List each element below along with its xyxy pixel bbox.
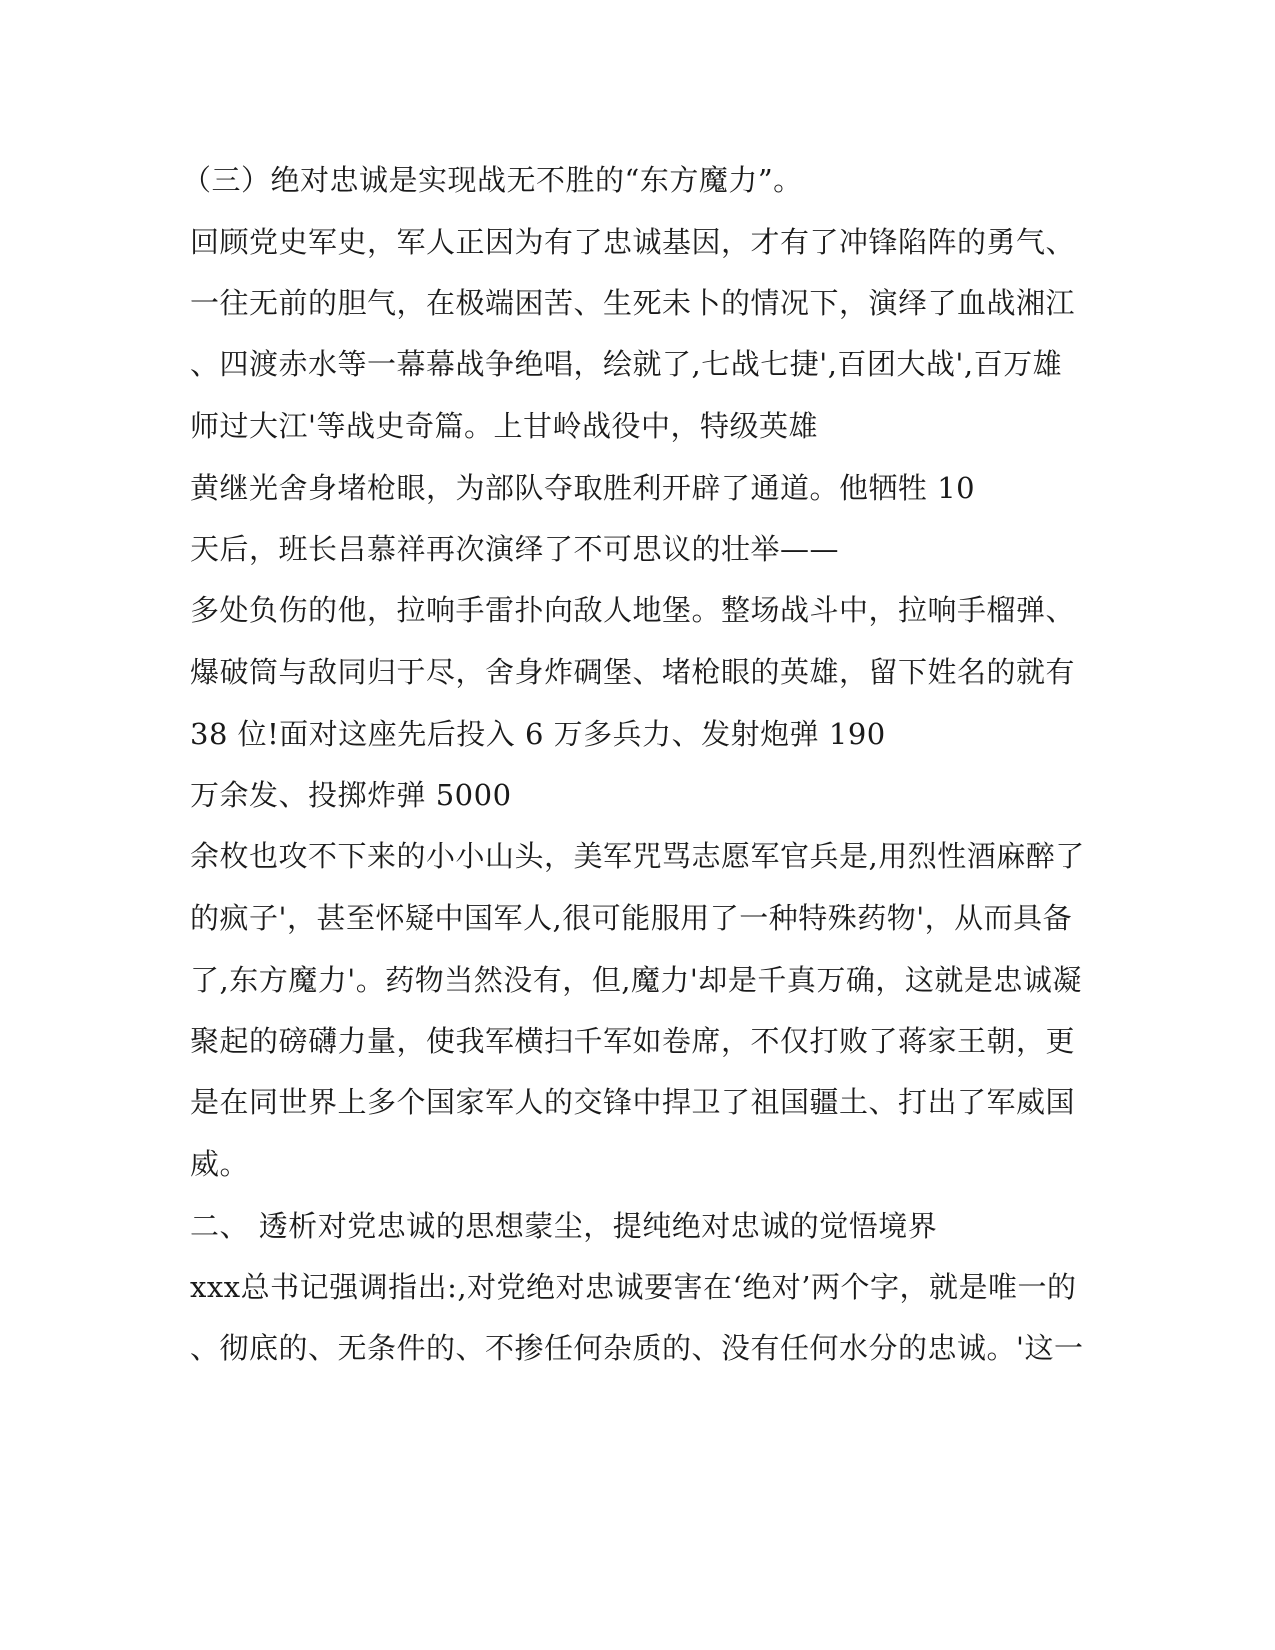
paragraph-line: 师过大江'等战史奇篇。上甘岭战役中，特级英雄 [190, 409, 818, 443]
paragraph-line: 威。 [190, 1147, 250, 1181]
paragraph-line: 聚起的磅礴力量，使我军横扫千军如卷席，不仅打败了蒋家王朝，更 [190, 1024, 1076, 1058]
section-heading-3: （三）绝对忠诚是实现战无不胜的“东方魔力”。 [182, 163, 803, 197]
paragraph-line: 了,东方魔力'。药物当然没有，但,魔力'却是千真万确，这就是忠诚凝 [190, 963, 1082, 997]
paragraph-line: 是在同世界上多个国家军人的交锋中捍卫了祖国疆土、打出了军威国 [190, 1085, 1076, 1119]
paragraph-line: 万余发、投掷炸弹 5000 [190, 778, 512, 812]
paragraph-line: 、四渡赤水等一幕幕战争绝唱，绘就了,七战七捷',百团大战',百万雄 [190, 347, 1063, 381]
paragraph-line: 38 位!面对这座先后投入 6 万多兵力、发射炮弹 190 [190, 717, 886, 751]
section-heading-2: 二、 透析对党忠诚的思想蒙尘，提纯绝对忠诚的觉悟境界 [190, 1209, 938, 1243]
paragraph-line: xxx总书记强调指出:,对党绝对忠诚要害在‘绝对’两个字，就是唯一的 [190, 1270, 1077, 1304]
paragraph-line: 天后，班长吕慕祥再次演绎了不可思议的壮举—— [190, 532, 840, 566]
paragraph-line: 、彻底的、无条件的、不掺任何杂质的、没有任何水分的忠诚。'这一 [190, 1331, 1084, 1365]
paragraph-line: 一往无前的胆气，在极端困苦、生死未卜的情况下，演绎了血战湘江 [190, 286, 1076, 320]
paragraph-line: 黄继光舍身堵枪眼，为部队夺取胜利开辟了通道。他牺牲 10 [190, 471, 976, 505]
paragraph-line: 的疯子'，甚至怀疑中国军人,很可能服用了一种特殊药物'，从而具备 [190, 901, 1073, 935]
paragraph-line: 爆破筒与敌同归于尽，舍身炸碉堡、堵枪眼的英雄，留下姓名的就有 [190, 655, 1076, 689]
paragraph-line: 回顾党史军史，军人正因为有了忠诚基因，才有了冲锋陷阵的勇气、 [190, 225, 1076, 259]
paragraph-line: 多处负伤的他，拉响手雷扑向敌人地堡。整场战斗中，拉响手榴弹、 [190, 593, 1076, 627]
paragraph-line: 余枚也攻不下来的小小山头，美军咒骂志愿军官兵是,用烈性酒麻醉了 [190, 839, 1085, 873]
